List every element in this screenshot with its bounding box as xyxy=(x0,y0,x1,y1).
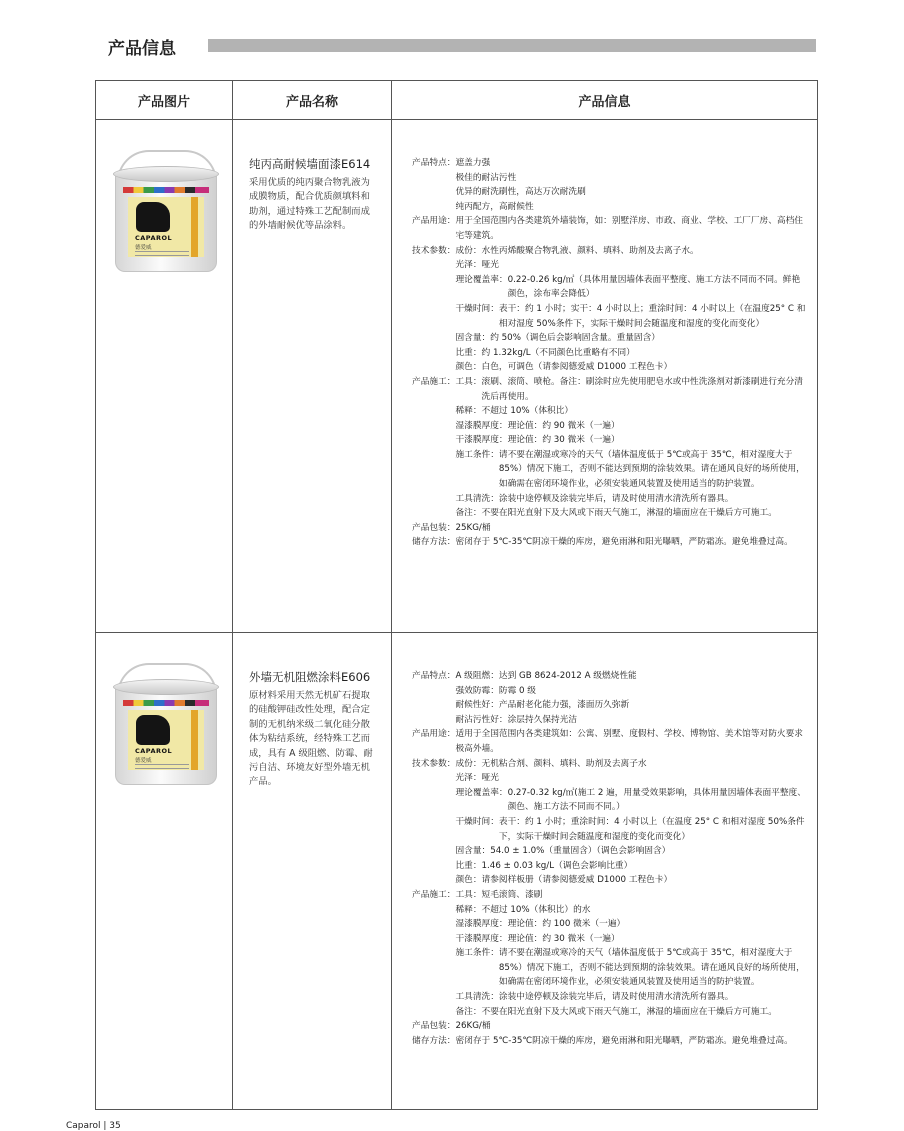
bucket-brand-cn: 德爱威 xyxy=(135,758,152,764)
construction-line: 稀释： 不超过 10%（体积比）的水 xyxy=(455,904,591,915)
page-footer: Caparol | 35 xyxy=(66,1121,121,1131)
product-info-cell xyxy=(392,120,818,633)
construction-line: 工具清洗： 涂装中途停顿及涂装完毕后，请及时使用清水清洗所有器具。 xyxy=(455,493,734,504)
construction-line: 干漆膜厚度： 理论值：约 30 微米（一遍） xyxy=(455,435,620,446)
param-line: 固含量： 约 50%（调色后会影响固含量。重量固含） xyxy=(455,333,660,344)
usage-row: 产品用途： 适用于全国范围内各类建筑如：公寓、别墅、度假村、学校、博物馆、美术馆等对防火要求极高外墙。 xyxy=(412,729,803,754)
param-line: 颜色： 请参阅样板册（请参阅德爱威 D1000 工程色卡） xyxy=(455,875,673,886)
product-image-cell xyxy=(96,120,233,633)
product-image-cell xyxy=(96,633,233,1110)
param-line: 理论覆盖率： 0.22-0.26 kg/㎡（具体用量因墙体表面平整度、施工方法不同而不同。鲜艳颜色，涂布率会降低） xyxy=(455,274,801,300)
page-title: 产品信息 xyxy=(108,39,176,59)
column-header: 产品名称 xyxy=(233,81,392,120)
column-header: 产品信息 xyxy=(392,81,818,120)
construction-line: 工具： 短毛滚筒、漆刷 xyxy=(455,889,543,900)
construction-line: 干漆膜厚度： 理论值：约 30 微米（一遍） xyxy=(455,933,620,944)
feature-line: 强效防霉：防霉 0 级 xyxy=(455,685,536,696)
product-name-cell xyxy=(233,120,392,633)
features-row: 产品特点： A 级阻燃：达到 GB 8624-2012 A 级燃烧性能 强效防霉：防霉 0 级 耐候性好：产品耐老化能力强，漆面历久弥新 耐沾污性好：涂层持久保持光洁 xyxy=(412,669,807,727)
construction-line: 备注： 不要在阳光直射下及大风或下雨天气施工，淋湿的墙面应在干燥后方可施工。 xyxy=(455,1006,777,1017)
bucket-brand-cn: 德爱威 xyxy=(135,245,152,251)
construction-line: 湿漆膜厚度： 理论值：约 100 微米（一遍） xyxy=(455,919,626,930)
usage-row: 产品用途： 用于全国范围内各类建筑外墙装饰，如：别墅洋房、市政、商业、学校、工厂厂房、高档住宅等建筑。 xyxy=(412,216,803,241)
tech-row: 技术参数： 成份： 水性丙烯酸聚合物乳液、颜料、填料、助剂及去离子水。 光泽：哑光 理论覆盖率： 0.22-0.26 kg/㎡（具体用量因墙体表面平整度、施工方法不同而不同。鲜艳颜色，涂布率会降低） 干燥时间： 表干：约 1 小时；实干：4 小时以上；重涂时间：4 小时以上（在温度25° C 和相对湿度 50%条件下，实际干燥时间会随温度和湿度的变化而变化） 固含量： 约 50%（调色后会影响固含量。重量固含） 比重： 约 1.32kg/L（不同颜色比重略有不同） 颜色： 白色，可调色（请参阅德爱威 D1000 工程色卡） xyxy=(412,244,807,375)
bucket-brand: CAPAROL xyxy=(135,234,173,242)
page-header xyxy=(108,34,818,62)
product-info-cell xyxy=(392,633,818,1110)
tech-row: 技术参数： 成份： 无机粘合剂、颜料、填料、助剂及去离子水 光泽：哑光 理论覆盖率： 0.27-0.32 kg/㎡(施工 2 遍，用量受效果影响，具体用量因墙体表面平整度、颜色、施工方法不同而不同。） 干燥时间： 表干：约 1 小时；重涂时间：4 小时以上（在温度 25° C 和相对湿度 50%条件下，实际干燥时间会随温度和湿度的变化而变化） 固含量： 54.0 ± 1.0%（重量固含）（调色会影响固含） 比重： 1.46 ± 0.03 kg/L（调色会影响比重） 颜色： 请参阅样板册（请参阅德爱威 D1000 工程色卡） xyxy=(412,757,807,888)
elephant-logo-icon xyxy=(136,715,170,745)
column-header: 产品图片 xyxy=(96,81,233,120)
construction-line: 施工条件： 请不要在潮湿或寒冷的天气（墙体温度低于 5℃或高于 35℃，相对湿度大于 85%）情况下施工，否则不能达到预期的涂装效果。请在通风良好的场所使用，如确需在密闭环境作业，必须安装通风装置及使用适当的防护装置。 xyxy=(455,948,805,988)
feature-line: 耐候性好：产品耐老化能力强，漆面历久弥新 xyxy=(455,700,630,711)
packaging-row: 产品包装： 25KG/桶 xyxy=(412,522,491,533)
table-header-row xyxy=(96,81,818,120)
param-line: 颜色： 白色，可调色（请参阅德爱威 D1000 工程色卡） xyxy=(455,362,673,373)
construction-line: 备注： 不要在阳光直射下及大风或下雨天气施工，淋湿的墙面应在干燥后方可施工。 xyxy=(455,508,777,519)
feature-line: 耐沾污性好：涂层持久保持光洁 xyxy=(455,714,578,725)
storage-row: 储存方法： 密闭存于 5℃-35℃阴凉干燥的库房，避免雨淋和阳光曝晒，严防霜冻。避免堆叠过高。 xyxy=(412,1035,793,1046)
product-name-cell xyxy=(233,633,392,1110)
param-line: 干燥时间： 表干：约 1 小时；实干：4 小时以上；重涂时间：4 小时以上（在温度25° C 和相对湿度 50%条件下，实际干燥时间会随温度和湿度的变化而变化） xyxy=(455,303,806,329)
param-line: 光泽：哑光 xyxy=(455,260,499,271)
packaging-row: 产品包装： 26KG/桶 xyxy=(412,1021,491,1032)
header-bar xyxy=(208,39,816,52)
construction-line: 工具清洗： 涂装中途停顿及涂装完毕后，请及时使用清水清洗所有器具。 xyxy=(455,992,734,1003)
feature-line: 纯丙配方，高耐候性 xyxy=(455,201,534,212)
feature-line: 极佳的耐沾污性 xyxy=(455,172,517,183)
features-row: 产品特点： 遮盖力强 极佳的耐沾污性 优异的耐洗刷性，高达万次耐洗刷 纯丙配方，高耐候性 xyxy=(412,156,807,214)
param-line: 比重： 约 1.32kg/L（不同颜色比重略有不同） xyxy=(455,347,635,358)
construction-line: 稀释： 不超过 10%（体积比） xyxy=(455,406,574,417)
param-line: 理论覆盖率： 0.27-0.32 kg/㎡(施工 2 遍，用量受效果影响，具体用量因墙体表面平整度、颜色、施工方法不同而不同。） xyxy=(455,787,806,813)
feature-line: 优异的耐洗刷性，高达万次耐洗刷 xyxy=(455,187,586,198)
storage-row: 储存方法： 密闭存于 5℃-35℃阴凉干燥的库房，避免雨淋和阳光曝晒，严防霜冻。避免堆叠过高。 xyxy=(412,537,793,548)
param-line: 比重： 1.46 ± 0.03 kg/L（调色会影响比重） xyxy=(455,860,633,871)
feature-line: 遮盖力强 xyxy=(455,158,491,168)
paint-bucket-image xyxy=(109,148,221,276)
construction-line: 施工条件： 请不要在潮湿或寒冷的天气（墙体温度低于 5℃或高于 35℃，相对湿度大于 85%）情况下施工，否则不能达到预期的涂装效果。请在通风良好的场所使用，如确需在密闭环境作业，必须安装通风装置及使用适当的防护装置。 xyxy=(455,449,805,490)
construction-line: 湿漆膜厚度： 理论值：约 90 微米（一遍） xyxy=(455,420,620,431)
elephant-logo-icon xyxy=(136,202,170,232)
paint-bucket-image xyxy=(109,661,221,789)
bucket-brand: CAPAROL xyxy=(135,747,173,755)
table-row xyxy=(96,120,818,633)
table-row xyxy=(96,633,818,1110)
product-name: 纯丙高耐候墙面漆E614 xyxy=(249,157,371,171)
product-table xyxy=(95,80,818,1110)
construction-row: 产品施工： 工具： 滚刷、滚筒、喷枪。备注：刷涂时应先使用肥皂水或中性洗涤剂对新漆刷进行充分清洗后再使用。 稀释： 不超过 10%（体积比） 湿漆膜厚度： 理论值：约 90 微米（一遍） 干漆膜厚度： 理论值：约 30 微米（一遍） 施工条件： 请不要在潮湿或寒冷的天气（墙体温度低于 5℃或高于 35℃，相对湿度大于 85%）情况下施工，否则不能达到预期的涂装效果。请在通风良好的场所使用，如确需在密闭环境作业，必须安装通风装置及使用适当的防护装置。 工具清洗： 涂装中途停顿及涂装完毕后，请及时使用清水清洗所有器具。 备注： 不要在阳光直射下及大风或下雨天气施工，淋湿的墙面应在干燥后方可施工。 xyxy=(412,375,807,521)
product-description: 原材料采用天然无机矿石提取的硅酸钾硅改性处理，配合定制的无机纳米级二氧化硅分散体为粘结系统，经特殊工艺而成，具有 A 级阻燃、防霉、耐污自洁、环境友好型外墙无机产品。 xyxy=(249,690,373,788)
param-line: 固含量： 54.0 ± 1.0%（重量固含）（调色会影响固含） xyxy=(455,846,671,857)
param-line: 成份： 水性丙烯酸聚合物乳液、颜料、填料、助剂及去离子水。 xyxy=(455,245,699,256)
param-line: 光泽：哑光 xyxy=(455,773,499,784)
param-line: 干燥时间： 表干：约 1 小时；重涂时间：4 小时以上（在温度 25° C 和相对湿度 50%条件下，实际干燥时间会随温度和湿度的变化而变化） xyxy=(455,816,805,842)
param-line: 成份： 无机粘合剂、颜料、填料、助剂及去离子水 xyxy=(455,758,647,769)
construction-line: 工具： 滚刷、滚筒、喷枪。备注：刷涂时应先使用肥皂水或中性洗涤剂对新漆刷进行充分清洗后再使用。 xyxy=(455,376,803,402)
product-name: 外墙无机阻燃涂料E606 xyxy=(249,670,371,684)
product-description: 采用优质的纯丙聚合物乳液为成膜物质，配合优质颜填料和助剂，通过特殊工艺配制而成的外墙耐候优等品涂料。 xyxy=(249,177,370,232)
feature-line: A 级阻燃：达到 GB 8624-2012 A 级燃烧性能 xyxy=(455,671,637,681)
construction-row: 产品施工： 工具： 短毛滚筒、漆刷 稀释： 不超过 10%（体积比）的水 湿漆膜厚度： 理论值：约 100 微米（一遍） 干漆膜厚度： 理论值：约 30 微米（一遍） 施工条件： 请不要在潮湿或寒冷的天气（墙体温度低于 5℃或高于 35℃，相对湿度大于 85%）情况下施工，否则不能达到预期的涂装效果。请在通风良好的场所使用，如确需在密闭环境作业，必须安装通风装置及使用适当的防护装置。 工具清洗： 涂装中途停顿及涂装完毕后，请及时使用清水清洗所有器具。 备注： 不要在阳光直射下及大风或下雨天气施工，淋湿的墙面应在干燥后方可施工。 xyxy=(412,888,807,1019)
